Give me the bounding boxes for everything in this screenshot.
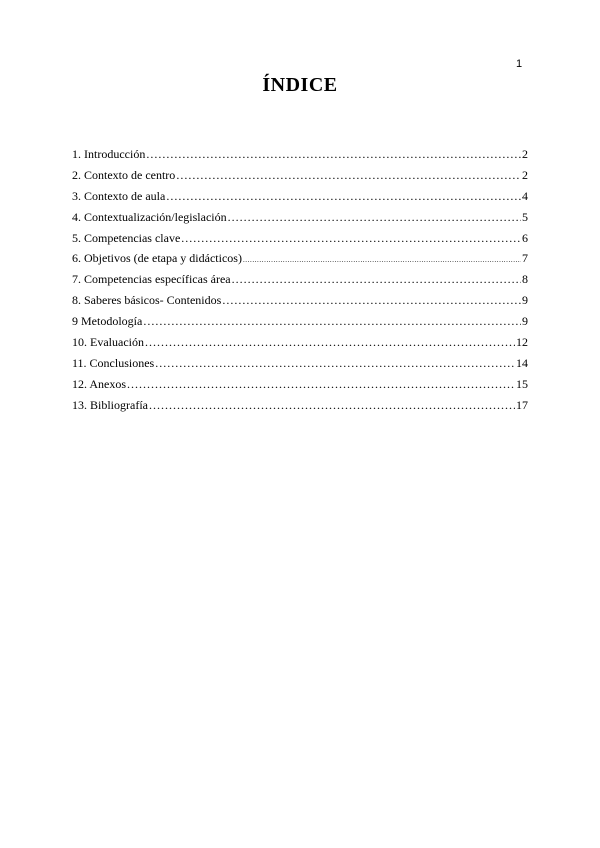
toc-entry-bibliografia <box>72 398 528 419</box>
toc-entry-competencias-especificas <box>72 272 528 293</box>
toc-entry-label: 4. Contextualización/legislación <box>72 209 227 224</box>
toc-entry-page: 15 <box>516 376 528 391</box>
toc-entry-page: 4 <box>522 188 528 203</box>
page-title: ÍNDICE <box>262 74 338 96</box>
toc-entry-introduccion <box>72 147 528 168</box>
toc-entry-label: 13. Bibliografía <box>72 397 148 412</box>
toc-entry-conclusiones <box>72 356 528 377</box>
toc-dot-leader <box>149 398 515 413</box>
toc-dot-leader <box>181 231 521 246</box>
toc-entry-label: 2. Contexto de centro <box>72 167 176 182</box>
table-of-contents <box>72 147 528 419</box>
toc-entry-metodologia <box>72 314 528 335</box>
toc-entry-competencias-clave <box>72 231 528 252</box>
toc-entry-page: 9 <box>522 293 528 308</box>
toc-entry-label: 9 Metodología <box>72 314 143 329</box>
toc-entry-label: 3. Contexto de aula <box>72 188 166 203</box>
toc-entry-page: 6 <box>522 230 528 245</box>
toc-dot-leader <box>243 256 521 264</box>
toc-entry-contexto-centro <box>72 168 528 189</box>
page-number: 1 <box>516 58 523 70</box>
toc-dot-leader <box>176 168 521 183</box>
toc-entry-page: 12 <box>516 335 528 350</box>
toc-entry-contextualizacion <box>72 210 528 231</box>
toc-entry-page: 17 <box>516 397 528 412</box>
toc-entry-page: 9 <box>522 314 528 329</box>
toc-entry-label: 5. Competencias clave <box>72 230 181 245</box>
toc-dot-leader <box>127 377 515 392</box>
toc-dot-leader <box>146 147 521 162</box>
toc-dot-leader <box>232 272 521 287</box>
toc-entry-page: 8 <box>522 272 528 287</box>
toc-dot-leader <box>222 293 521 308</box>
toc-entry-evaluacion <box>72 335 528 356</box>
toc-entry-label: 10. Evaluación <box>72 335 144 350</box>
toc-entry-label: 6. Objetivos (de etapa y didácticos) <box>72 251 242 266</box>
toc-dot-leader <box>228 210 521 225</box>
toc-entry-label: 12. Anexos <box>72 376 126 391</box>
toc-entry-label: 1. Introducción <box>72 147 146 161</box>
toc-entry-page: 2 <box>522 147 528 161</box>
toc-entry-page: 2 <box>522 167 528 182</box>
toc-dot-leader <box>166 189 521 204</box>
toc-entry-label: 7. Competencias específicas área <box>72 272 231 287</box>
toc-entry-contexto-aula <box>72 189 528 210</box>
toc-entry-page: 7 <box>522 251 528 266</box>
toc-entry-page: 5 <box>522 209 528 224</box>
toc-entry-label: 11. Conclusiones <box>72 355 155 370</box>
toc-entry-saberes-basicos <box>72 293 528 314</box>
toc-dot-leader <box>145 335 515 350</box>
toc-entry-label: 8. Saberes básicos- Contenidos <box>72 293 222 308</box>
toc-entry-page: 14 <box>516 355 528 370</box>
toc-entry-objetivos <box>72 251 528 272</box>
toc-dot-leader <box>155 356 515 371</box>
toc-dot-leader <box>143 314 521 329</box>
toc-entry-anexos <box>72 377 528 398</box>
